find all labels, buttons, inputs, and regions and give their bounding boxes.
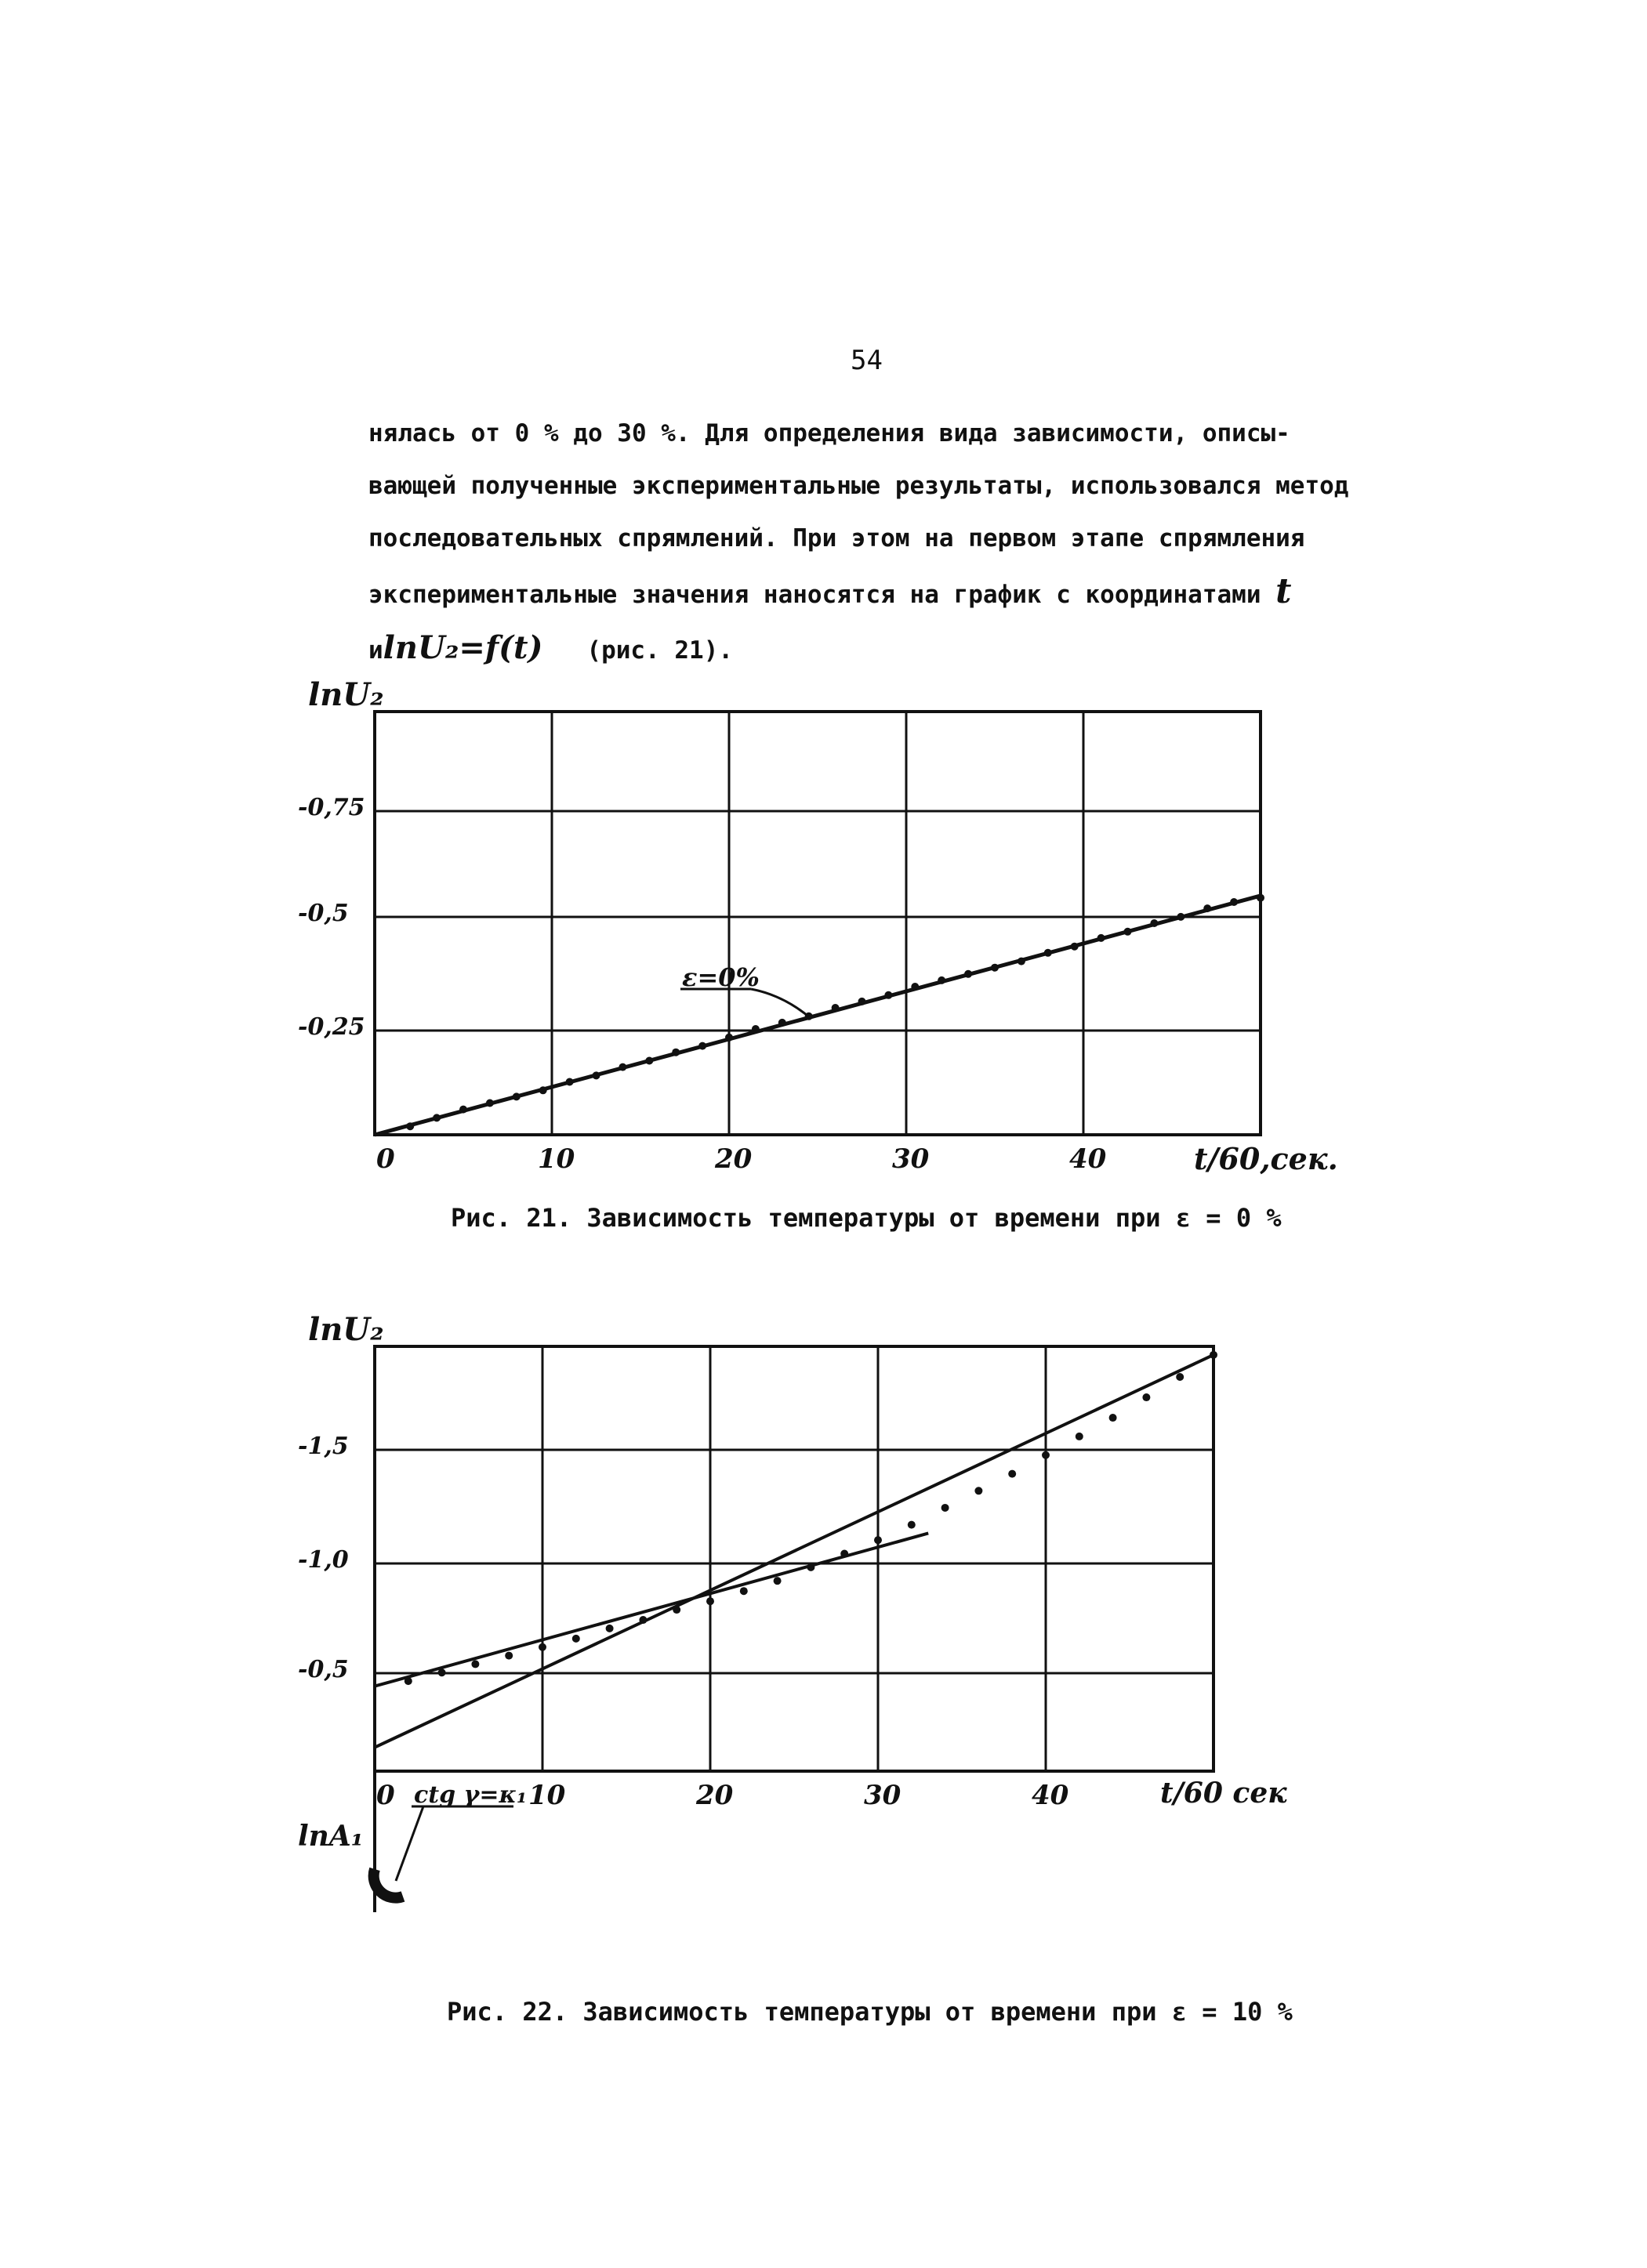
- annotation-leader: [396, 1806, 423, 1881]
- figure-21-caption: Рис. 21. Зависимость температуры от времени при ε = 0 %: [451, 1203, 1282, 1233]
- data-point: [606, 1625, 614, 1632]
- series-annotation: ε=0%: [682, 962, 760, 992]
- paragraph-line-4-text: экспериментальные значения наносятся на график с координатами: [368, 581, 1261, 609]
- page-number: 54: [851, 345, 883, 376]
- data-point: [1176, 1373, 1184, 1381]
- data-point: [1008, 1470, 1016, 1478]
- formula: lnU₂=f(t): [383, 629, 543, 666]
- coord-symbol: t: [1275, 571, 1292, 611]
- angle-annotation: ctg γ=κ₁: [414, 1781, 528, 1809]
- y-tick-label: -1,0: [298, 1546, 349, 1574]
- y-tick-label: -0,5: [298, 900, 349, 927]
- plot-frame: [375, 1346, 1213, 1771]
- y-tick-label: -0,25: [298, 1013, 365, 1041]
- data-point: [471, 1660, 479, 1668]
- y-tick-label: -0,75: [298, 794, 365, 821]
- x-tick-label: 20: [715, 1143, 753, 1175]
- data-point: [941, 1504, 949, 1512]
- data-point: [1076, 1433, 1083, 1440]
- x-tick-label: 30: [892, 1143, 930, 1175]
- y-axis-label: lnU₂: [308, 1311, 384, 1348]
- x-axis-label: t/60 сек: [1160, 1777, 1287, 1810]
- x-tick-label: 40: [1032, 1780, 1069, 1811]
- x-tick-label: 20: [696, 1780, 734, 1811]
- paragraph-line-2: вающей полученные экспериментальные результаты, использовался метод: [368, 472, 1349, 500]
- data-point: [1042, 1451, 1050, 1459]
- data-point: [505, 1652, 513, 1660]
- fit-line: [375, 896, 1261, 1135]
- x-tick-label: 10: [528, 1780, 566, 1811]
- plot-frame: [375, 712, 1261, 1135]
- last-line-suffix: (рис. 21).: [586, 636, 734, 665]
- x-tick-label: 40: [1069, 1143, 1107, 1175]
- figure-21: [298, 676, 1338, 1176]
- fit-line: [375, 1533, 928, 1686]
- data-point: [572, 1635, 580, 1643]
- data-point: [740, 1587, 748, 1595]
- x-tick-label: 0: [376, 1780, 395, 1811]
- last-line-prefix: и: [368, 636, 383, 665]
- data-point: [1109, 1414, 1117, 1422]
- y-tick-label: -1,5: [298, 1433, 349, 1460]
- fit-line: [375, 1355, 1213, 1748]
- y-axis-label: lnU₂: [308, 676, 384, 713]
- data-point: [974, 1487, 982, 1494]
- data-point: [874, 1536, 882, 1544]
- x-axis-label: t/60,сек.: [1194, 1141, 1338, 1176]
- x-tick-label: 10: [538, 1143, 575, 1175]
- data-point: [908, 1521, 916, 1529]
- annotation-leader: [751, 989, 811, 1019]
- x-tick-label: 0: [376, 1143, 395, 1175]
- data-point: [706, 1597, 714, 1605]
- data-point: [774, 1577, 782, 1585]
- paragraph-line-1: нялась от 0 % до 30 %. Для определения вида зависимости, описы-: [368, 419, 1290, 447]
- y-tick-label: -0,5: [298, 1656, 349, 1683]
- data-point: [1142, 1393, 1150, 1401]
- x-tick-label: 30: [864, 1780, 901, 1811]
- data-point: [539, 1643, 546, 1651]
- intercept-label: lnA₁: [298, 1820, 364, 1853]
- paragraph-line-3: последовательных спрямлений. При этом на первом этапе спрямления: [368, 524, 1305, 553]
- figure-22-caption: Рис. 22. Зависимость температуры от времени при ε = 10 %: [447, 1997, 1293, 2027]
- figure-22: [298, 1311, 1287, 1912]
